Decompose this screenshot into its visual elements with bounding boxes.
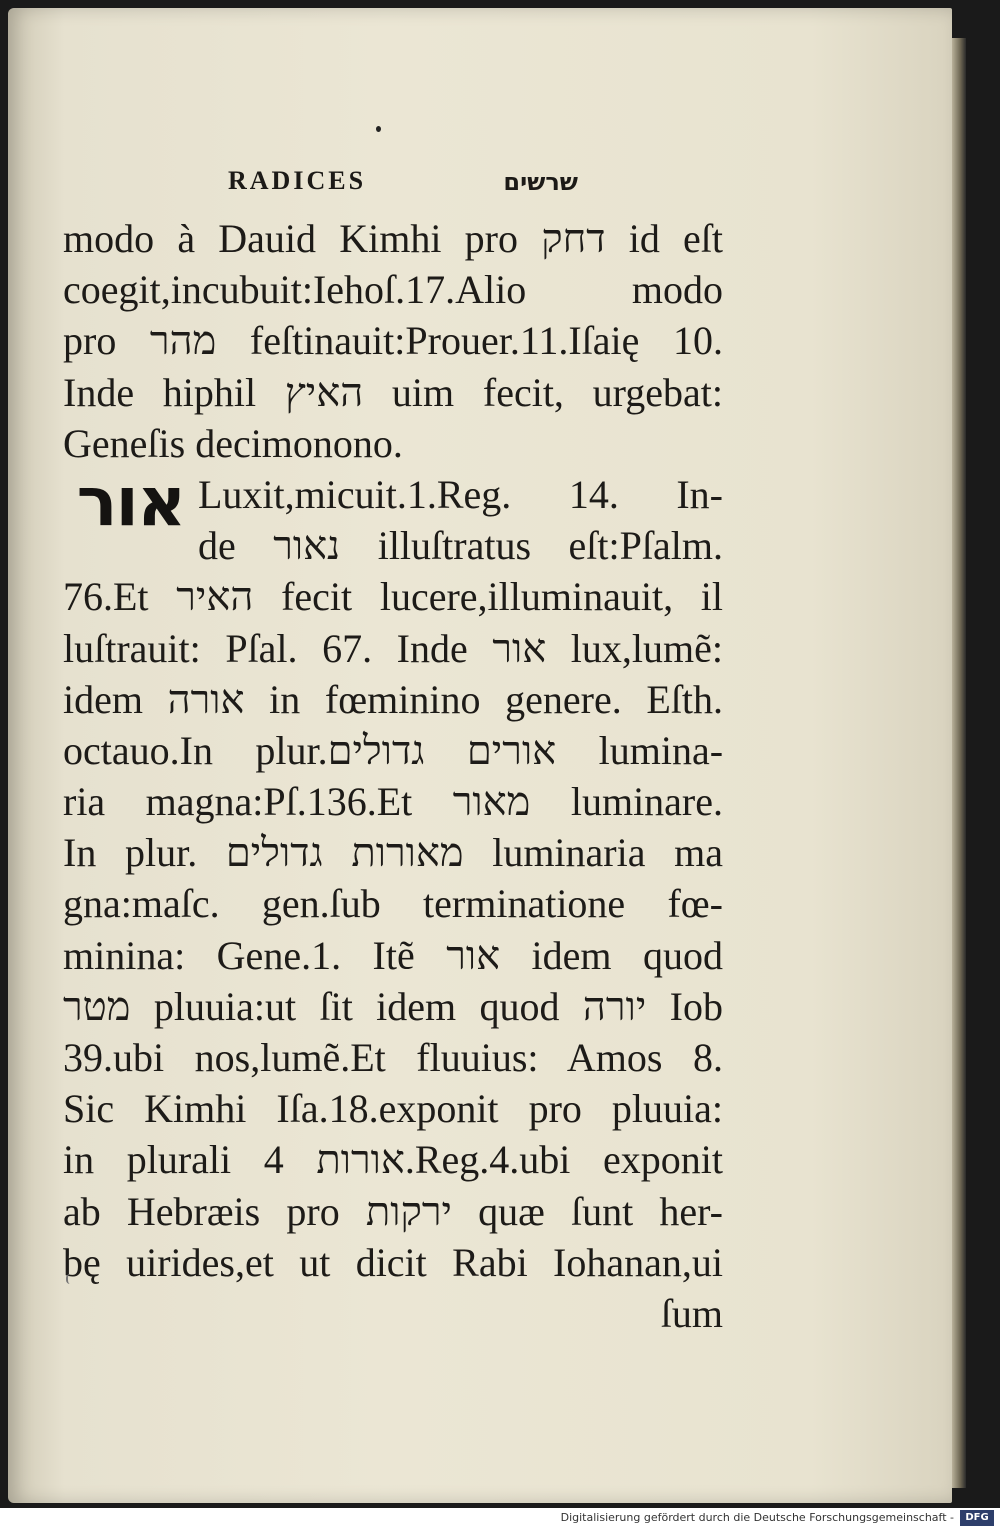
book-page bbox=[8, 8, 952, 1503]
text-line: Geneſis decimonono. bbox=[63, 420, 403, 466]
dfg-logo: DFG bbox=[960, 1510, 994, 1526]
running-header bbox=[8, 158, 952, 198]
text-line: minina: Gene.1. Itẽ אור idem quod bbox=[63, 932, 723, 978]
header-hebrew-title: שרשים bbox=[503, 168, 578, 196]
footer-credit-text: Digitalisierung gefördert durch die Deutsche Forschungsgemeinschaft - bbox=[560, 1511, 954, 1524]
page-edge-shadow bbox=[952, 38, 966, 1488]
text-line: in plurali אורות 4.Reg.4.ubi exponit bbox=[63, 1137, 723, 1183]
drop-initial-hebrew-headword: אור bbox=[76, 463, 185, 542]
digitization-footer bbox=[0, 1508, 1000, 1529]
text-line: de נאור illuſtratus eſt:Pſalm. bbox=[198, 523, 723, 569]
text-line: 76.Et האיר fecit lucere,illuminauit, il bbox=[63, 574, 723, 620]
text-line: 39.ubi nos,lumẽ.Et fluuius: Amos 8. bbox=[63, 1035, 723, 1080]
text-line: Sic Kimhi Iſa.18.exponit pro pluuia: bbox=[63, 1086, 723, 1132]
text-line: pro מהר feſtinauit:Prouer.11.Iſaię 10. bbox=[63, 318, 723, 364]
text-line: In plur. מאורות גדולים luminaria ma bbox=[63, 830, 723, 876]
signature-dot bbox=[376, 126, 381, 132]
header-latin-title: RADICES bbox=[228, 166, 367, 195]
margin-mark bbox=[66, 1274, 74, 1284]
text-line: ria magna:Pſ.136.Et מאור luminare. bbox=[63, 779, 723, 825]
text-line: מטר pluuia:ut ſit idem quod יורה Iob bbox=[63, 983, 723, 1029]
text-line: idem אורה in fœminino genere. Eſth. bbox=[63, 676, 723, 722]
text-line: coegit,incubuit:Iehoſ.17.Alio modo bbox=[63, 267, 723, 313]
text-line: Inde hiphil האיץ uim fecit, urgebat: bbox=[63, 369, 723, 415]
text-line: luſtrauit: Pſal. 67. Inde אור lux,lumẽ: bbox=[63, 625, 723, 671]
body-text bbox=[63, 213, 723, 1339]
text-line: Luxit,micuit.1.Reg. 14. In- bbox=[198, 471, 723, 517]
text-line: bę uirides,et ut dicit Rabi Iohanan,ui bbox=[63, 1239, 723, 1285]
text-line: ab Hebræis pro ירקות quæ ſunt her- bbox=[63, 1188, 723, 1234]
text-line: modo à Dauid Kimhi pro דחק id eſt bbox=[63, 216, 723, 261]
text-line: octauo.In plur.אורים גדולים lumina- bbox=[63, 727, 723, 773]
text-line: gna:maſc. gen.ſub terminatione fœ- bbox=[63, 881, 723, 927]
catchword: ſum bbox=[660, 1290, 723, 1336]
